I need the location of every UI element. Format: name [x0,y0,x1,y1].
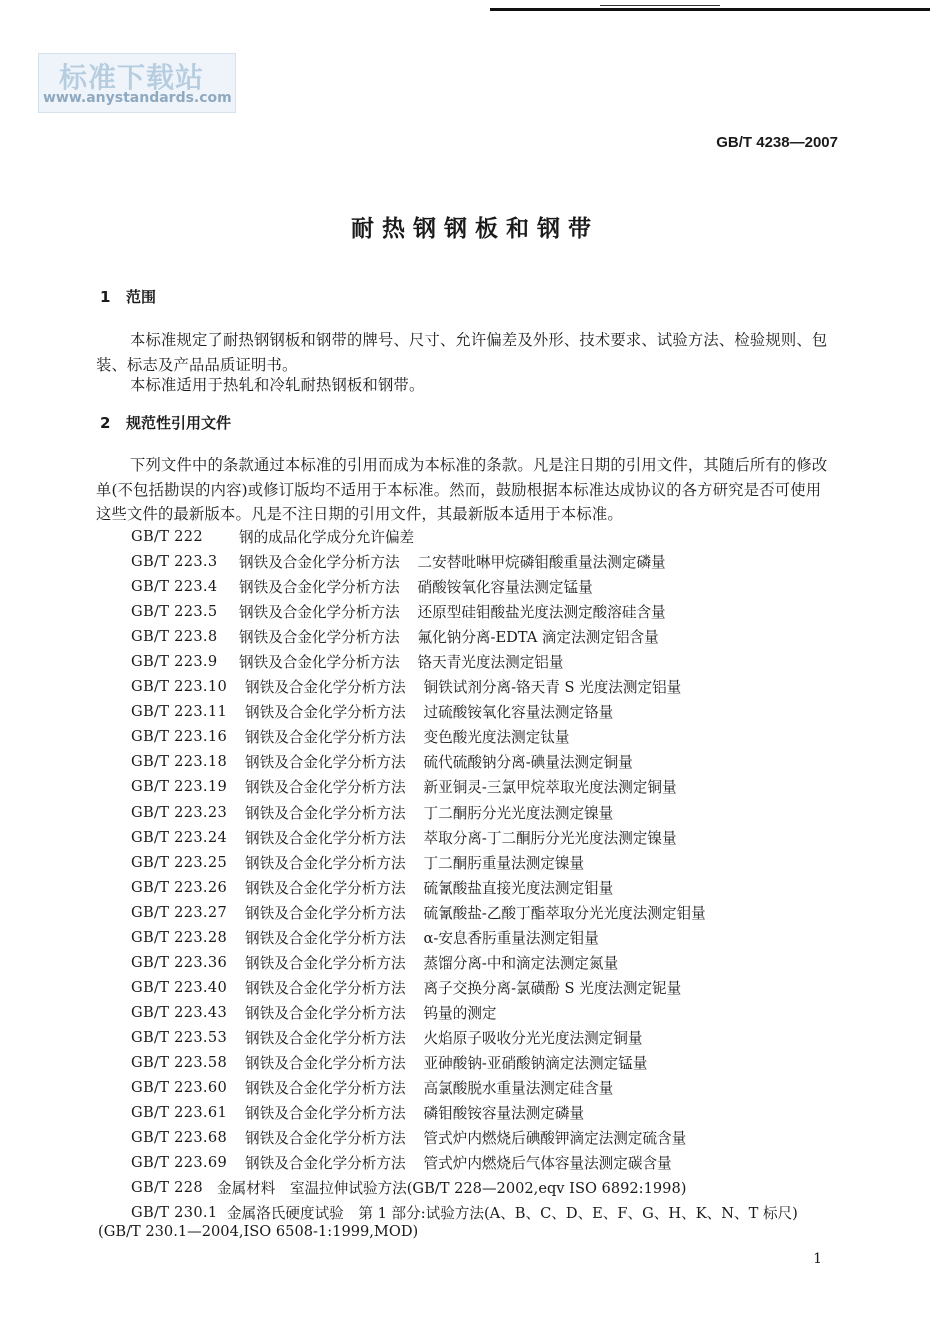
reference-code: GB/T 223.26 [131,878,228,896]
section-title: 规范性引用文件 [126,414,232,432]
reference-title: 钢铁及合金化学分析方法 [245,729,406,747]
reference-code: GB/T 223.11 [131,703,228,721]
reference-subtitle: 火焰原子吸收分光光度法测定铜量 [423,1029,643,1047]
reference-code: GB/T 223.8 [131,628,218,646]
reference-title: 钢铁及合金化学分析方法 [245,904,406,922]
reference-title: 钢铁及合金化学分析方法 [245,1105,406,1123]
reference-code: GB/T 223.25 [131,853,228,871]
reference-item [131,524,851,549]
page-number: 1 [813,1251,822,1267]
reference-title: 钢铁及合金化学分析方法 [245,1055,406,1072]
section-heading-scope [100,286,156,307]
header-rule-thin [600,5,720,6]
reference-subtitle: 硫氰酸盐直接光度法测定钼量 [423,879,614,897]
reference-code: GB/T 223.36 [131,953,228,971]
reference-subtitle: 丁二酮肟重量法测定镍量 [423,854,585,872]
reference-item [131,1025,851,1050]
reference-item [131,549,851,574]
section-number: 1 [100,288,111,306]
reference-code: GB/T 223.24 [131,828,228,846]
reference-item [131,800,851,825]
reference-title: 钢铁及合金化学分析方法 [245,1029,406,1047]
reference-subtitle: 硫氰酸盐-乙酸丁酯萃取分光光度法测定钼量 [423,904,706,922]
reference-subtitle: 硫代硫酸钠分离-碘量法测定铜量 [423,754,633,772]
reference-item [131,1150,851,1175]
reference-subtitle: 高氯酸脱水重量法测定硅含量 [423,1080,614,1098]
reference-code: GB/T 223.60 [131,1079,228,1097]
reference-code: GB/T 223.18 [131,753,228,771]
reference-title: 钢铁及合金化学分析方法 [245,979,406,997]
reference-subtitle: 铜铁试剂分离-铬天青 S 光度法测定铝量 [423,679,682,697]
reference-subtitle: 还原型硅钼酸盐光度法测定酸溶硅含量 [417,604,666,622]
reference-title: 钢的成品化学成分允许偏差 [239,529,415,547]
reference-subtitle: 丁二酮肟分光光度法测定镍量 [423,804,614,822]
reference-code: GB/T 223.23 [131,803,228,821]
reference-item [131,674,851,699]
reference-title: 钢铁及合金化学分析方法 [245,1155,406,1173]
reference-title: 钢铁及合金化学分析方法 [245,679,406,697]
reference-continuation: (GB/T 230.1—2004,ISO 6508-1:1999,MOD) [98,1223,419,1240]
reference-code: GB/T 223.69 [131,1154,228,1172]
reference-code: GB/T 223.43 [131,1003,228,1021]
paragraph-scope-2: 本标准适用于热轧和冷轧耐热钢板和钢带。 [130,376,425,394]
reference-subtitle: 磷钼酸铵容量法测定磷量 [423,1105,585,1123]
section-heading-references [100,412,231,433]
reference-title: 钢铁及合金化学分析方法 [245,1004,406,1022]
reference-list [131,524,851,1225]
reference-title: 钢铁及合金化学分析方法 [239,579,400,597]
reference-title: 钢铁及合金化学分析方法 [245,1130,406,1148]
reference-title: 钢铁及合金化学分析方法 [239,554,400,572]
reference-item [131,1050,851,1075]
reference-item [131,599,851,624]
reference-item [131,749,851,774]
reference-code: GB/T 223.68 [131,1129,228,1147]
reference-code: GB/T 223.16 [131,728,228,746]
reference-subtitle: 蒸馏分离-中和滴定法测定氮量 [423,954,619,972]
reference-item [131,1075,851,1100]
reference-subtitle: 过硫酸铵氧化容量法测定铬量 [423,704,614,722]
reference-item [131,624,851,649]
document-title: 耐热钢钢板和钢带 [351,216,599,242]
reference-title: 钢铁及合金化学分析方法 [245,704,406,722]
reference-subtitle: 管式炉内燃烧后碘酸钾滴定法测定硫含量 [423,1130,687,1148]
reference-subtitle: 亚砷酸钠-亚硝酸钠滴定法测定锰量 [423,1055,648,1072]
paragraph-scope-1: 本标准规定了耐热钢钢板和钢带的牌号、尺寸、允许偏差及外形、技术要求、试验方法、检验规则、包装、标志及产品品质证明书。 [96,331,828,374]
reference-code: GB/T 223.58 [131,1054,228,1071]
reference-item [131,825,851,850]
reference-code: GB/T 223.19 [131,778,228,796]
reference-item [131,699,851,724]
reference-title: 钢铁及合金化学分析方法 [245,879,406,897]
reference-item [131,850,851,875]
reference-subtitle: 新亚铜灵-三氯甲烷萃取光度法测定铜量 [423,779,677,797]
reference-code: GB/T 223.10 [131,678,228,696]
reference-subtitle: 变色酸光度法测定钛量 [423,729,570,747]
reference-item [131,774,851,799]
reference-item [131,900,851,925]
watermark-logo [38,53,236,113]
reference-title: 钢铁及合金化学分析方法 [245,854,406,872]
reference-title: 钢铁及合金化学分析方法 [245,779,406,797]
reference-subtitle: 二安替吡啉甲烷磷钼酸重量法测定磷量 [417,554,666,572]
reference-item [131,1175,851,1200]
reference-code: GB/T 230.1 [131,1204,218,1222]
reference-subtitle: 离子交换分离-氯磺酚 S 光度法测定铌量 [423,979,682,997]
section-title: 范围 [126,288,157,306]
reference-item [131,1200,851,1225]
reference-title: 钢铁及合金化学分析方法 [239,604,400,622]
reference-item [131,1000,851,1025]
paragraph-references-intro: 下列文件中的条款通过本标准的引用而成为本标准的条款。凡是注日期的引用文件，其随后所有的修改单(不包括勘误的内容)或修订版均不适用于本标准。然而，鼓励根据本标准达成协议的各方研究是否可使用这些文件的最新版本。凡是不注日期的引用文件，其最新版本适用于本标准。 [96,456,828,524]
reference-title: 金属洛氏硬度试验 第 1 部分:试验方法(A、B、C、D、E、F、G、H、K、N、T 标尺) [227,1205,798,1223]
reference-subtitle: 硝酸铵氧化容量法测定锰量 [417,579,593,597]
reference-subtitle: 氟化钠分离-EDTA 滴定法测定铝含量 [417,629,659,647]
reference-code: GB/T 228 [131,1179,203,1197]
header-rule [490,8,930,11]
reference-item [131,925,851,950]
reference-subtitle: 管式炉内燃烧后气体容量法测定碳含量 [423,1155,672,1173]
reference-title: 钢铁及合金化学分析方法 [245,754,406,772]
reference-item [131,950,851,975]
reference-code: GB/T 223.9 [131,653,218,671]
section-number: 2 [100,414,111,432]
reference-title: 金属材料 室温拉伸试验方法(GB/T 228—2002,eqv ISO 6892:1998) [217,1180,687,1198]
reference-code: GB/T 223.53 [131,1028,228,1046]
reference-title: 钢铁及合金化学分析方法 [239,654,400,672]
watermark-main-text: 标准下载站 [59,61,205,94]
reference-item [131,875,851,900]
reference-item [131,649,851,674]
reference-title: 钢铁及合金化学分析方法 [239,629,400,647]
reference-subtitle: 钨量的测定 [423,1004,497,1022]
reference-code: GB/T 223.27 [131,903,228,921]
reference-item [131,1100,851,1125]
watermark-url: www.anystandards.com [43,90,232,106]
reference-subtitle: 萃取分离-丁二酮肟分光光度法测定镍量 [423,829,677,847]
reference-title: 钢铁及合金化学分析方法 [245,804,406,822]
reference-item [131,724,851,749]
reference-item [131,1125,851,1150]
reference-item [131,975,851,1000]
reference-code: GB/T 223.40 [131,978,228,996]
reference-title: 钢铁及合金化学分析方法 [245,929,406,947]
reference-code: GB/T 223.5 [131,603,218,621]
reference-code: GB/T 223.28 [131,928,228,946]
reference-code: GB/T 222 [131,528,203,546]
reference-code: GB/T 223.61 [131,1104,228,1122]
reference-subtitle: α-安息香肟重量法测定钼量 [423,929,599,947]
reference-title: 钢铁及合金化学分析方法 [245,1080,406,1098]
reference-title: 钢铁及合金化学分析方法 [245,829,406,847]
standard-number: GB/T 4238—2007 [716,134,838,151]
reference-code: GB/T 223.4 [131,578,218,596]
reference-title: 钢铁及合金化学分析方法 [245,954,406,972]
reference-code: GB/T 223.3 [131,553,218,571]
reference-subtitle: 铬天青光度法测定铝量 [417,654,564,672]
reference-item [131,574,851,599]
